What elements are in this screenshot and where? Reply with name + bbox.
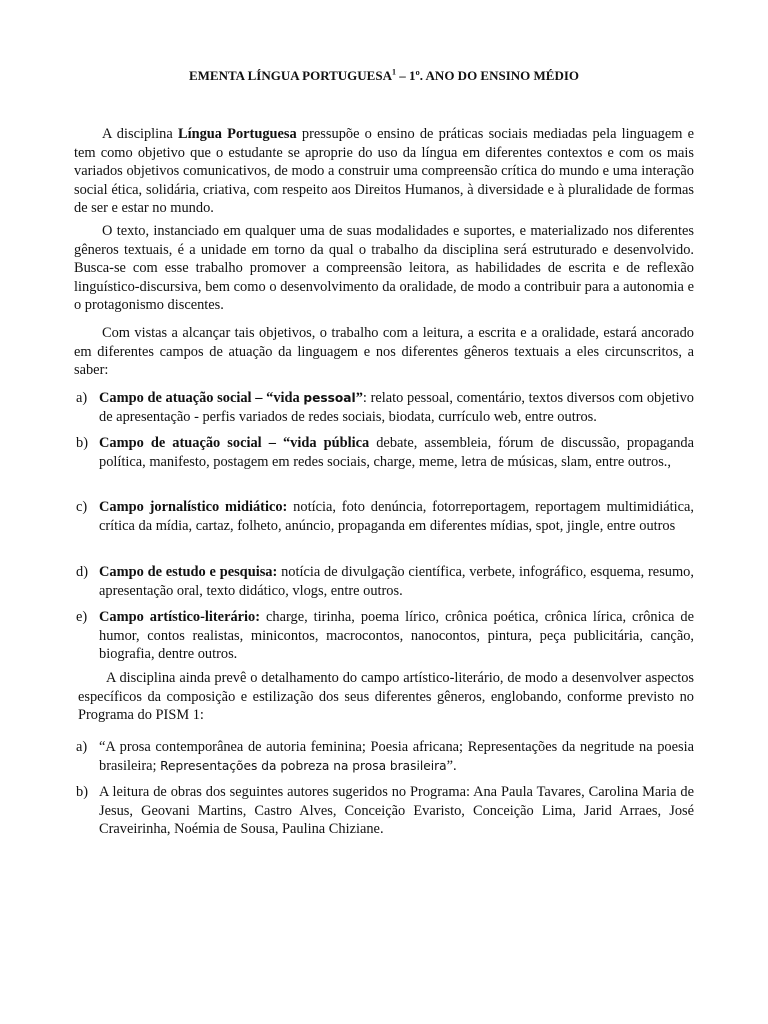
footnote-mark: 1 (391, 67, 396, 77)
document-title (0, 68, 768, 84)
title-rest: – 1º. ANO DO ENSINO MÉDIO (395, 68, 580, 83)
paragraph-pism: A disciplina ainda prevê o detalhamento do campo artístico-literário, de modo a desenvolver aspectos específicos da composição e estilização dos seus diferentes gêneros, englobando, conforme previsto no Programa do PISM 1: (78, 670, 694, 724)
campo-genres: charge, tirinha, poema lírico, crônica poética, crônica lírica, crônica de humor, contos realistas, minicontos, macrocontos, nanocontos, pintura, peça publicitária, canção, biografia, dentre outros. (99, 609, 694, 663)
intro-text-start: A disciplina (102, 126, 178, 142)
title-main: EMENTA LÍNGUA PORTUGUESA (188, 68, 392, 83)
list-item-campo-c (76, 498, 694, 535)
list-item-campo-b (76, 434, 694, 471)
list-marker: c) (76, 499, 88, 515)
paragraph-texto: O texto, instanciado em qualquer uma de suas modalidades e suportes, e materializado nos diferentes gêneros textuais, é a unidade em torno da qual o trabalho da disciplina será estruturado e desenvolvido. Busca-se com esse trabalho promover a compreensão leitora, as habilidades de escrita e de reflexão linguístico-discursiva, bem como o desenvolvimento da oralidade, de modo a contribuir para a autonomia e o protagonismo discentes. (74, 223, 694, 314)
pism-text: “A prosa contemporânea de autoria feminina; Poesia africana; Representações da negritude na poesia brasileira; (99, 739, 694, 774)
campo-title: Campo de estudo e pesquisa: (99, 564, 278, 580)
intro-discipline-name: Língua Portuguesa (177, 126, 297, 142)
paragraph-objetivos: Com vistas a alcançar tais objetivos, o trabalho com a leitura, a escrita e a oralidade, estará ancorado em diferentes campos de atuação da linguagem e nos diferentes gêneros textuais a eles circunscritos, a saber: (74, 325, 694, 379)
campo-title-end: ” (355, 390, 363, 406)
paragraph-intro (74, 125, 694, 218)
campo-title: Campo jornalístico midiático: (99, 499, 288, 515)
intro-text-rest: pressupõe o ensino de práticas sociais mediadas pela linguagem e tem como objetivo que o estudante se aproprie do uso da língua em diferentes contextos e com os mais variados objetivos comunicativos, de modo a construir uma compreensão crítica do mundo e uma interação social ética, solidária, criativa, com respeito aos Direitos Humanos, à diversidade e à pluralidade de formas de ser e estar no mundo. (74, 126, 694, 217)
campo-genres: debate, assembleia, fórum de discussão, propaganda política, manifesto, postagem em redes sociais, charge, meme, letra de músicas, slam, entre outros., (99, 435, 694, 470)
list-marker: a) (76, 390, 88, 406)
list-item-campo-e (76, 608, 694, 664)
list-item-campo-a (76, 389, 694, 426)
campo-title: Campo artístico-literário: (99, 609, 261, 625)
list-marker: b) (76, 784, 88, 800)
list-marker: e) (76, 609, 88, 625)
campo-title-sans: pessoal (303, 391, 356, 405)
list-marker: b) (76, 435, 88, 451)
pism-text-sans: Representações da pobreza na prosa brasileira (160, 758, 447, 773)
list-item-campo-d (76, 563, 694, 600)
campo-title: Campo de atuação social – “vida pública (99, 435, 370, 451)
pism-text: A leitura de obras dos seguintes autores sugeridos no Programa: Ana Paula Tavares, Carolina Maria de Jesus, Geovani Martins, Castro Alves, Conceição Evaristo, Conceição Lima, Jarid Arraes, José Craveirinha, Noémia de Sousa, Paulina Chiziane. (99, 784, 694, 838)
campo-title (99, 390, 363, 406)
campo-title-part: Campo de atuação social – “vida (99, 390, 304, 406)
list-marker: a) (76, 739, 88, 755)
campo-genres: notícia de divulgação científica, verbete, infográfico, esquema, resumo, apresentação oral, texto didático, vlogs, entre outros. (99, 564, 694, 599)
list-item-pism-a (76, 738, 694, 775)
pism-text-end: ”. (446, 757, 457, 774)
campo-genres: : relato pessoal, comentário, textos diversos com objetivo de apresentação - perfis variados de redes sociais, biodata, currículo web, entre outros. (99, 390, 695, 425)
campo-genres: notícia, foto denúncia, fotorreportagem, reportagem multimidiática, crítica da mídia, cartaz, folheto, anúncio, propaganda em diferentes mídias, spot, jingle, entre outros (99, 499, 694, 534)
list-marker: d) (76, 564, 88, 580)
list-item-pism-b (76, 783, 694, 839)
